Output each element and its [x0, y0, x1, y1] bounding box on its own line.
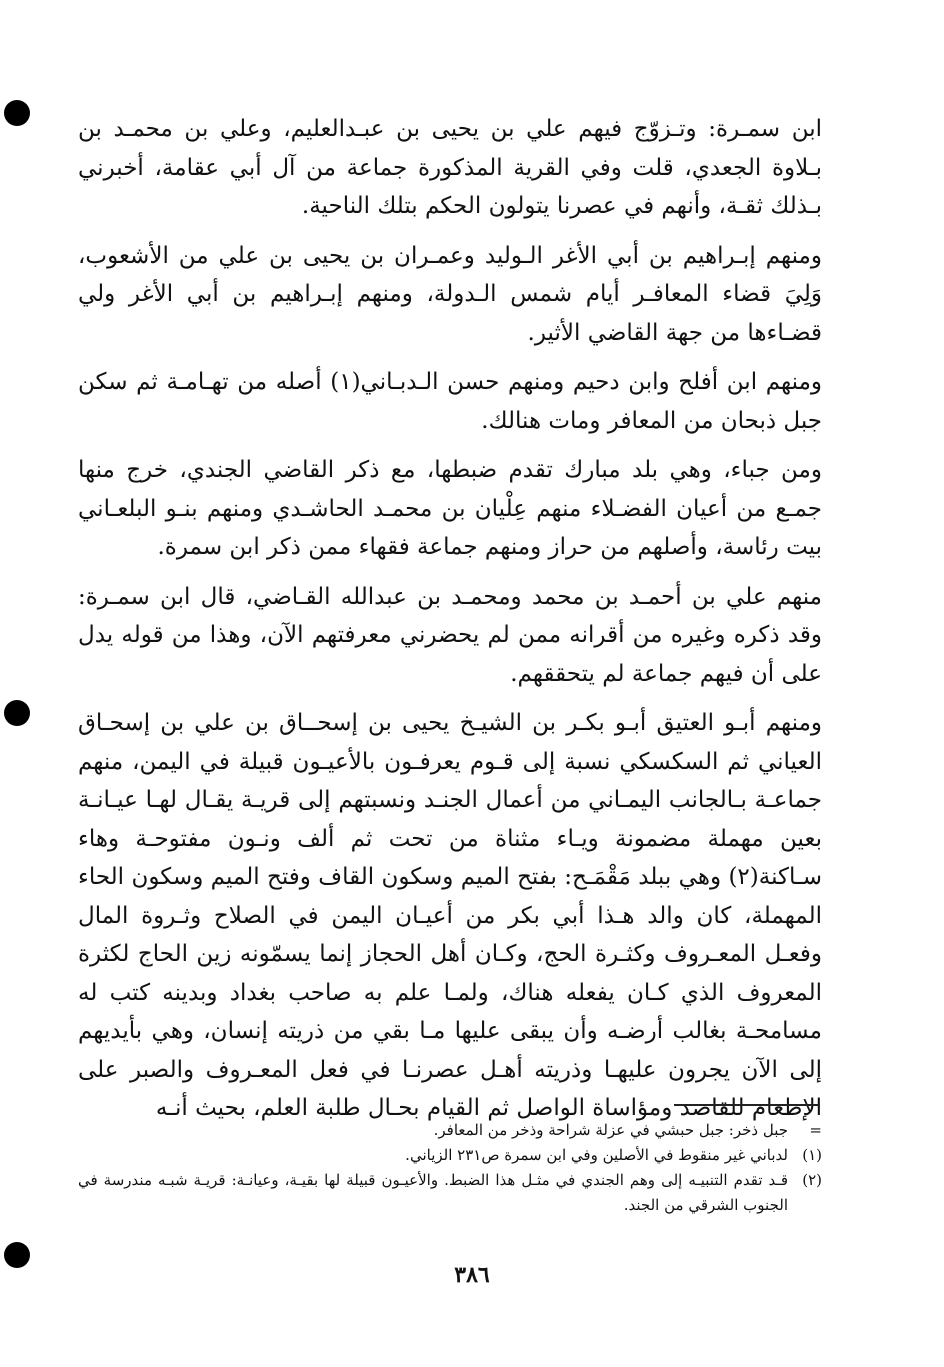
footnote-2 — [78, 1168, 822, 1218]
paragraph-4: ومن جباء، وهي بلد مبارك تقدم ضبطها، مع ذكر القاضي الجندي، خرج منها جمـع من أعيان الفضـلاء منهم عِلْيان بن محمـد الحاشـدي ومنهم بنـو البلعـاني بيت رئاسة، وأصلهم من حراز ومنهم جماعة فقهاء ممن ذكر ابن سمرة. — [78, 457, 822, 560]
footnote-continued — [78, 1118, 822, 1143]
paragraph-5: منهم علي بن أحمـد بن محمد ومحمـد بن عبدالله القـاضي، قال ابن سمـرة: وقد ذكره وغيره من أقرانه ممن لم يحضرني معرفتهم الآن، وهذا من قوله يدل على أن فيهم جماعة لم يتحققهم. — [78, 583, 822, 687]
footnote-text: قـد تقدم التنبيـه إلى وهم الجندي في مثـل هذا الضبط. والأعيـون قبيلة لها بقيـة، وعيانـة: قريـة شبـه مندرسة في الجنوب الشرقي من الجند. — [78, 1171, 788, 1214]
main-text — [78, 110, 822, 1128]
footnote-separator — [674, 1104, 820, 1106]
binder-hole-mark — [4, 700, 30, 726]
footnote-mark: (١) — [802, 1146, 822, 1164]
paragraph-2: ومنهم إبـراهيم بن أبي الأغر الـوليد وعمـران بن يحيى بن علي من الأشعوب، وَلِيَ قضاء المعافـر أيام شمس الـدولة، ومنهم إبـراهيم بن أبي الأغر ولي قضـاءها من جهة القاضي الأثير. — [78, 242, 822, 346]
footnote-mark: (٢) — [802, 1171, 822, 1189]
footnote-mark: = — [809, 1121, 822, 1139]
paragraph-1: ابن سمـرة: وتـزوّج فيهم علي بن يحيى بن عبـدالعليم، وعلي بن محمـد بن بـلاوة الجعدي، قلت وفي القرية المذكورة جماعة من آل أبي عقامة، أخبرني بـذلك ثقـة، وأنهم في عصرنا يتولون الحكم بتلك الناحية. — [78, 116, 822, 219]
paragraph-6: ومنهم أبـو العتيق أبـو بكـر بن الشيـخ يحيى بن إسحــاق بن علي بن إسحـاق العياني ثم السكسكي نسبة إلى قـوم يعرفـون بالأعيـون قبيلة في اليمن، منهم جماعـة بـالجانب اليمـاني من أعمال الجنـد ونسبتهم إلى قريـة يقـال لهـا عيـانـة بعين مهملة مضمونة ويـاء مثناة من تحت ثم ألف ونـون مفتوحـة وهاء سـاكنة(٢) وهي ببلد مَقْمَـح: بفتح الميم وسكون القاف وفتح الميم وسكون الحاء المهملة، كان والد هـذا أبي بكر من أعيـان اليمن في الصلاح وثـروة المال وفعـل المعـروف وكثـرة الحج، وكـان أهل الحجاز إنما يسمّونه زين الحاج لكثرة المعروف الذي كـان يفعله هناك، ولمـا علم به صاحب بغداد وبدينه كتب له مسامحـة بغالب أرضـه وأن يبقى عليها مـا بقي من ذريته إنسان، وهي بأيديهم إلى الآن يجرون عليهـا وذريته أهـل عصرنـا في فعل المعـروف والصبر على الإطعام للقاصد ومؤاساة الواصل ثم القيام بحـال طلبة العلم، بحيث أنـه — [78, 710, 822, 1121]
footnote-text: لدباني غير منقوط في الأصلين وفي ابن سمرة ص٢٣١ الزياني. — [405, 1146, 788, 1164]
footnote-1 — [78, 1143, 822, 1168]
footnotes — [78, 1118, 822, 1218]
page-number: ٣٨٦ — [454, 1262, 490, 1288]
footnote-text: جبل ذخر: جبل حبشي في عزلة شراحة وذخر من المعافر. — [433, 1121, 788, 1139]
paragraph-3: ومنهم ابن أفلح وابن دحيم ومنهم حسن الـدبـاني(١) أصله من تهـامـة ثم سكن جبل ذبحان من المعافر ومات هنالك. — [78, 369, 822, 434]
binder-hole-mark — [4, 100, 30, 126]
